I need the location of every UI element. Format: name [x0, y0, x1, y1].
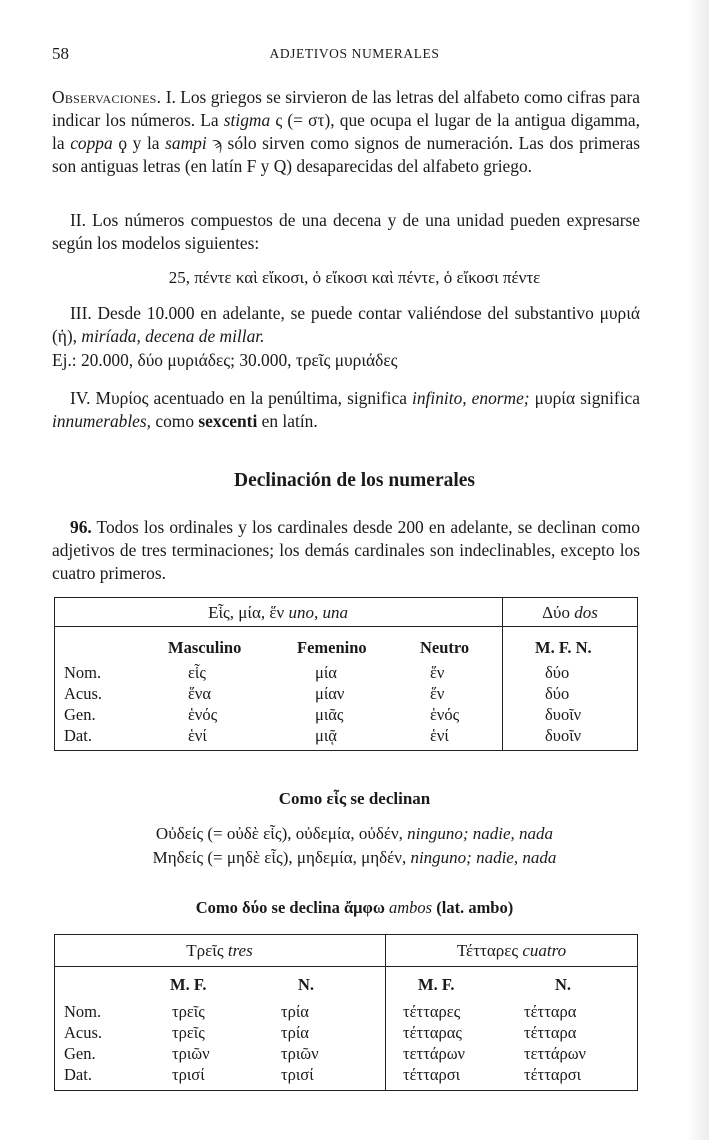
obs-num: I. — [165, 87, 176, 107]
form-cell: δυοῖν — [545, 726, 582, 745]
running-title: ADJETIVOS NUMERALES — [269, 46, 440, 61]
form-cell: τέτταρες — [403, 1002, 461, 1021]
page-number: 58 — [52, 44, 69, 63]
form-cell: μίαν — [315, 684, 345, 703]
table1-head-left — [54, 603, 502, 623]
head-gloss: dos — [574, 603, 598, 622]
form-cell: ἑνός — [430, 705, 460, 724]
form-cell: ἕνα — [188, 684, 212, 703]
obs-text: en latín. — [261, 411, 318, 431]
obs-text: Los griegos se sirvieron de las letras del alfabeto como cifras para indicar los números. La — [52, 87, 640, 130]
observation-2: II. Los números compuestos de una decena y de una unidad pueden expresarse según los modelos siguientes: — [52, 210, 640, 253]
case-label: Dat. — [64, 726, 92, 745]
case-label: Gen. — [64, 705, 96, 724]
form-cell: δύο — [545, 684, 570, 703]
greek-forms: Μηδείς (= μηδὲ εἷς), μηδεμία, μηδέν, — [152, 848, 407, 867]
coppa-term: coppa — [70, 133, 113, 153]
paragraph-number: 96. — [70, 517, 92, 537]
form-cell: εἷς — [188, 663, 206, 682]
form-cell: τρία — [281, 1023, 309, 1042]
head-gloss: uno, una — [288, 603, 348, 622]
form-cell: μιᾶς — [315, 705, 344, 724]
col-neutro: Neutro — [420, 638, 470, 657]
latin-term: sexcenti — [198, 411, 258, 431]
head-greek: Τέτταρες — [456, 941, 519, 960]
form-cell: μιᾷ — [315, 726, 337, 745]
form-cell: δύο — [545, 663, 570, 682]
obs-text: IV. Μυρίος acentuado en la penúltima, significa — [70, 388, 407, 408]
obs-text: μυρία significa — [534, 388, 640, 408]
form-cell: τρεῖς — [172, 1023, 205, 1042]
col-mfn: M. F. N. — [535, 638, 592, 657]
col-mf: M. F. — [418, 975, 455, 994]
form-cell: τέτταρσι — [524, 1065, 582, 1084]
col-femenino: Femenino — [297, 638, 367, 657]
page-edge-shadow — [687, 0, 709, 1140]
obs-text: como — [155, 411, 195, 431]
head-gloss: cuatro — [522, 941, 567, 960]
form-cell: δυοῖν — [545, 705, 582, 724]
greek-forms: Οὐδείς (= οὐδὲ εἷς), οὐδεμία, οὐδέν, — [155, 824, 403, 843]
form-cell: τεττάρων — [524, 1044, 587, 1063]
form-cell: τρία — [281, 1002, 309, 1021]
title-part: ἄμφω — [343, 898, 385, 917]
form-cell: ἑνί — [430, 726, 449, 745]
col-masculino: Masculino — [168, 638, 242, 657]
form-cell: μία — [315, 663, 337, 682]
observation-1 — [52, 86, 640, 178]
table1-head-right — [502, 603, 638, 623]
gloss: innumerables, — [52, 411, 152, 431]
como-eis-line1 — [0, 824, 709, 844]
como-dyo-title — [0, 898, 709, 918]
col-mf: M. F. — [170, 975, 207, 994]
example-25: 25, πέντε καὶ εἴκοσι, ὁ εἴκοσι καὶ πέντε, ὁ εἴκοσι πέντε — [168, 268, 541, 287]
gloss: ninguno; nadie, nada — [410, 848, 557, 867]
section-title: Declinación de los numerales — [233, 470, 476, 491]
title-part: (lat. — [436, 898, 465, 917]
case-label: Dat. — [64, 1065, 92, 1084]
form-cell: ἕν — [430, 684, 445, 703]
form-cell: τέτταρα — [524, 1002, 577, 1021]
form-cell: τέτταρσι — [403, 1065, 461, 1084]
form-cell: τριῶν — [281, 1044, 319, 1063]
case-label: Nom. — [64, 663, 102, 682]
stigma-term: stigma — [223, 110, 271, 130]
case-label: Acus. — [64, 1023, 103, 1042]
table2-head-right — [385, 941, 638, 961]
title-part: ambo) — [468, 898, 514, 917]
head-greek: Εἷς, μία, ἕν — [208, 603, 285, 622]
gloss: ninguno; nadie, nada — [407, 824, 554, 843]
paragraph-96 — [52, 516, 640, 585]
form-cell: ἕν — [430, 663, 445, 682]
example-myriads: Ej.: 20.000, δύο μυριάδες; 30.000, τρεῖς μυριάδες — [52, 350, 398, 370]
head-greek: Τρεῖς — [186, 941, 224, 960]
sampi-term: sampi — [165, 133, 207, 153]
title-part: Como δύο se declina — [195, 898, 340, 917]
head-greek: Δύο — [542, 603, 570, 622]
form-cell: τριῶν — [172, 1044, 210, 1063]
como-eis-title: Como εἷς se declinan — [278, 789, 431, 808]
observation-4 — [52, 387, 640, 433]
title-gloss: ambos — [389, 898, 433, 917]
case-label: Gen. — [64, 1044, 96, 1063]
form-cell: τέτταρα — [524, 1023, 577, 1042]
table-divider — [54, 626, 638, 627]
obs-text: ϙ y la — [118, 133, 160, 153]
obs-text: III. Desde 10.000 en adelante, se puede contar valiéndose del substantivo μυριά (ἡ), — [52, 303, 640, 346]
col-n: N. — [298, 975, 315, 994]
col-n: N. — [555, 975, 572, 994]
miriada-gloss: miríada, decena de millar. — [81, 326, 265, 346]
observations-label: Observaciones. — [52, 87, 162, 107]
obs-text: ς (= στ), que ocupa el lugar de la antigua digamma, la — [52, 110, 640, 153]
como-eis-line2 — [0, 848, 709, 868]
observation-3 — [52, 302, 640, 348]
table2-head-left — [54, 941, 385, 961]
form-cell: τέτταρας — [403, 1023, 462, 1042]
obs-text: ϡ sólo sirven como signos de numeración. Las dos primeras son antiguas letras (en latín F y Q) desaparecidas del alfabeto griego. — [52, 133, 640, 176]
gloss: infinito, enorme; — [412, 388, 530, 408]
form-cell: τρισί — [172, 1065, 205, 1084]
form-cell: ἑνί — [188, 726, 207, 745]
head-gloss: tres — [227, 941, 253, 960]
case-label: Acus. — [64, 684, 103, 703]
form-cell: τεττάρων — [403, 1044, 466, 1063]
table-divider — [54, 966, 638, 967]
case-label: Nom. — [64, 1002, 102, 1021]
form-cell: τρισί — [281, 1065, 314, 1084]
form-cell: ἑνός — [188, 705, 218, 724]
form-cell: τρεῖς — [172, 1002, 205, 1021]
paragraph-text: Todos los ordinales y los cardinales desde 200 en adelante, se declinan como adjetivos de tres terminaciones; los demás cardinales son indeclinables, excepto los cuatro primeros. — [52, 517, 640, 583]
